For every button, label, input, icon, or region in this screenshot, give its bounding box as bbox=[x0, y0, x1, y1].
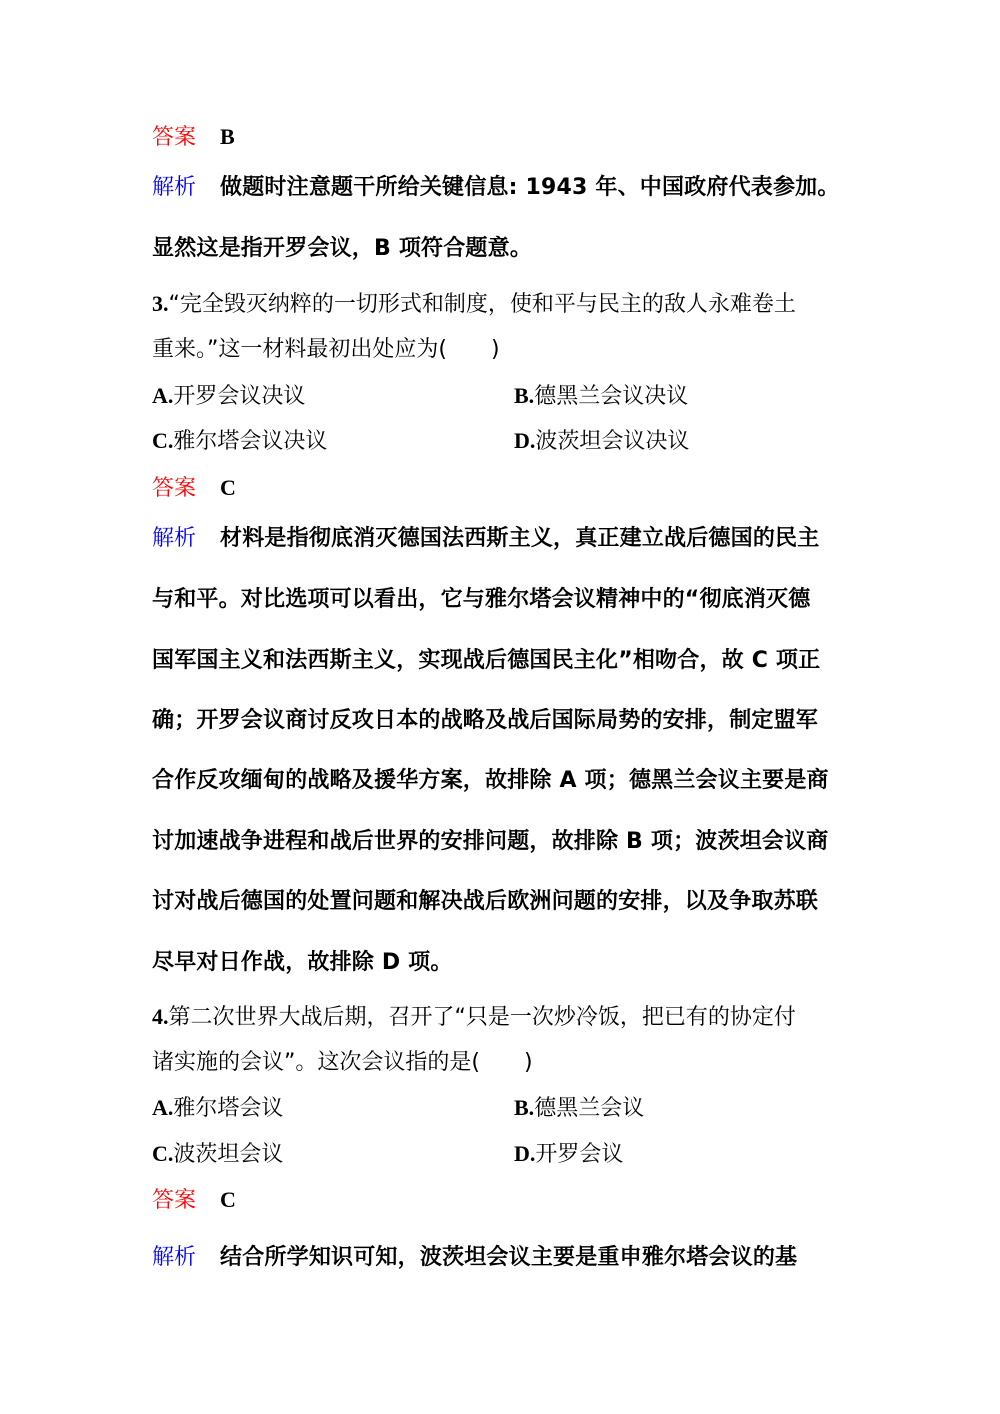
question-stem: “完全毁灭纳粹的一切形式和制度，使和平与民主的敌人永难卷土 bbox=[168, 292, 796, 317]
answer-label: 答案 bbox=[152, 476, 197, 501]
question-stem: 重来。”这一材料最初出处应为( ) bbox=[152, 337, 500, 362]
answer-label: 答案 bbox=[152, 125, 197, 150]
analysis-text: 材料是指彻底消灭德国法西斯主义，真正建立战后德国的民主 bbox=[220, 526, 820, 551]
q3-analysis-row bbox=[152, 524, 819, 554]
answer-value: C bbox=[220, 1187, 236, 1212]
answer-value: B bbox=[220, 124, 235, 149]
analysis-label: 解析 bbox=[152, 526, 197, 551]
q4-option-d: D.开罗会议 bbox=[514, 1141, 624, 1167]
q3-option-b: B.德黑兰会议决议 bbox=[514, 383, 689, 409]
q4-option-c: C.波茨坦会议 bbox=[152, 1141, 284, 1167]
analysis-text: 合作反攻缅甸的战略及援华方案，故排除 A 项；德黑兰会议主要是商 bbox=[152, 768, 829, 793]
q3-option-d: D.波茨坦会议决议 bbox=[514, 428, 690, 454]
analysis-text: 讨加速战争进程和战后世界的安排问题，故排除 B 项；波茨坦会议商 bbox=[152, 829, 829, 854]
q4-answer-row bbox=[152, 1185, 236, 1216]
q3-stem-line bbox=[152, 289, 796, 320]
q3-option-a: A.开罗会议决议 bbox=[152, 383, 306, 409]
analysis-text: 尽早对日作战，故排除 D 项。 bbox=[152, 950, 453, 975]
question-number: 4. bbox=[152, 1004, 169, 1029]
analysis-label: 解析 bbox=[152, 1245, 197, 1270]
analysis-text: 结合所学知识可知，波茨坦会议主要是重申雅尔塔会议的基 bbox=[220, 1245, 798, 1270]
q3-analysis-line bbox=[152, 766, 829, 796]
analysis-label: 解析 bbox=[152, 175, 197, 200]
question-stem: 第二次世界大战后期，召开了“只是一次炒冷饭，把已有的协定付 bbox=[168, 1005, 796, 1030]
question-number: 3. bbox=[152, 291, 169, 316]
q3-answer-row bbox=[152, 473, 236, 504]
analysis-text: 做题时注意题干所给关键信息: 1943 年、中国政府代表参加。 bbox=[220, 175, 840, 200]
q3-analysis-line bbox=[152, 887, 818, 917]
answer-label: 答案 bbox=[152, 1188, 197, 1213]
q4-analysis-row bbox=[152, 1243, 797, 1273]
q3-analysis-line bbox=[152, 646, 820, 676]
analysis-text: 与和平。对比选项可以看出，它与雅尔塔会议精神中的“彻底消灭德 bbox=[152, 587, 811, 612]
analysis-text: 国军国主义和法西斯主义，实现战后德国民主化”相吻合，故 C 项正 bbox=[152, 648, 821, 673]
q2-answer-row bbox=[152, 122, 235, 153]
q3-analysis-line bbox=[152, 585, 810, 615]
q4-option-a: A.雅尔塔会议 bbox=[152, 1095, 284, 1121]
q3-analysis-line bbox=[152, 706, 818, 736]
question-stem: 诸实施的会议”。这次会议指的是( ) bbox=[152, 1050, 533, 1075]
q3-option-c: C.雅尔塔会议决议 bbox=[152, 428, 328, 454]
q3-stem-line bbox=[152, 335, 500, 365]
analysis-text: 显然这是指开罗会议，B 项符合题意。 bbox=[152, 236, 533, 261]
q3-analysis-line bbox=[152, 948, 453, 978]
analysis-text: 确；开罗会议商讨反攻日本的战略及战后国际局势的安排，制定盟军 bbox=[152, 708, 819, 733]
q2-analysis-row bbox=[152, 173, 840, 203]
q4-option-b: B.德黑兰会议 bbox=[514, 1095, 645, 1121]
q4-stem-line bbox=[152, 1002, 796, 1033]
analysis-text: 讨对战后德国的处置问题和解决战后欧洲问题的安排，以及争取苏联 bbox=[152, 889, 819, 914]
q4-stem-line bbox=[152, 1048, 533, 1078]
answer-value: C bbox=[220, 475, 236, 500]
q2-analysis-line bbox=[152, 234, 532, 264]
q3-analysis-line bbox=[152, 827, 829, 857]
